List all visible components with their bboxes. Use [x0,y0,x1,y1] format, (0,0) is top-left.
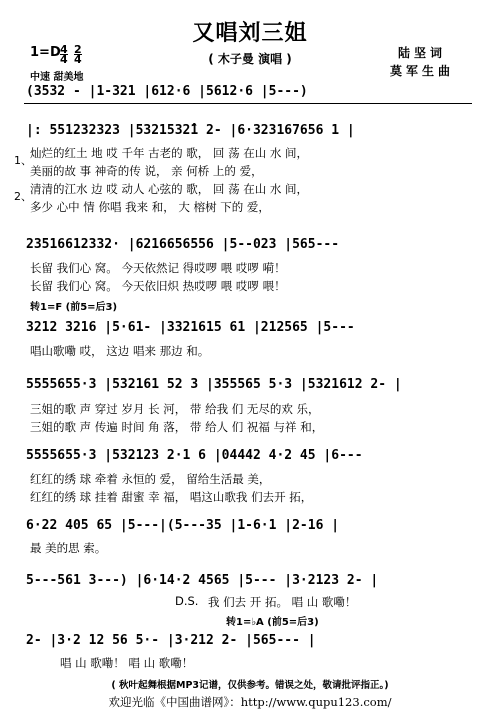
notation-line-9: 2- |3·2 12 56 5·- |3·212 2- |565--- | [26,633,316,648]
lyric-line: 长留 我们心 窝。 今天依旧炽 热哎啰 喂 哎啰 喂！ [30,279,286,293]
website-link[interactable]: 欢迎光临《中国曲谱网》：http://www.qupu123.com/ [108,695,392,709]
notation-line-8: 5---561 3---) |6·14·2 4565 |5--- |3·2123 2- | [26,573,379,588]
divider [24,103,472,104]
lyric-line: 清清的江水 边 哎 动人 心弦的 歌， 回 荡 在山 水 间， [30,182,309,196]
notation-line-7: 6·22 405 65 |5---|(5---35 |1-6·1 |2-16 | [26,518,340,533]
notation-line-5: 5555655·3 |532161 52 3 |355565 5·3 |5321612 2- | [26,377,402,392]
lyric-line: 灿烂的红土 地 哎 千年 古老的 歌， 回 荡 在山 水 间， [30,146,309,160]
lyric-line: 三姐的歌 声 传遍 时间 角 落， 带 给人 们 祝福 与祥 和， [30,420,324,434]
notation-line-1: (3532 - |1-321 |612·6 |5612·6 |5---) [26,84,308,99]
verse-label-2: 2、 [14,190,32,203]
lyric-line: 最 美的思 索。 [30,541,107,555]
lyric-line: 红红的绣 球 牵着 永恒的 爱， 留给生活最 美， [30,472,271,486]
notation-line-3: 23516612332· |6216656556 |5--023 |565--- [26,237,340,252]
notation-line-2: |: 551232323 |5321532̂1 2- |6·323167656 1 | [26,123,355,138]
lyric-line: 长留 我们心 窝。 今天依然记 得哎啰 喂 哎啰 嗬！ [30,261,286,275]
lyricist-credit: 陆坚词 [398,46,447,60]
notation-line-4: 3212 3216 |5·61- |3321615 61 |212565 |5--- [26,320,355,335]
verse-label-1: 1、 [14,154,32,167]
lyric-line: 多少 心中 情 你唱 我来 和， 大 榕树 下的 爱， [30,200,270,214]
time-signature-a: 4 4 [60,43,68,66]
lyric-line: 唱山歌嘞 哎， 这边 唱来 那边 和。 [30,344,210,358]
lyric-line: 唱 山 歌嘞！ 唱 山 歌嘞！ [60,656,194,670]
transcription-note: ( 秋叶起舞根据MP3记谱，仅供参考。错误之处，敬请批评指正。) [111,680,389,691]
lyric-line: 红红的绣 球 挂着 甜蜜 幸 福， 唱这山歌我 们去开 拓， [30,490,313,504]
time-signature-b: 2 4 [74,43,82,66]
ds-marking: D.S. [175,594,199,608]
modulation-marking: 转1=♭A (前5=后3) [226,617,319,628]
song-title: 又唱刘三姐 [192,21,308,46]
key-signature: 1=D [30,45,61,60]
lyric-line: 三姐的歌 声 穿过 岁月 长 河， 带 给我 们 无尽的欢 乐， [30,402,320,416]
notation-line-6: 5555655·3 |532123 2·1 6 |04442 4·2 45 |6--- [26,448,363,463]
lyric-line: 我 们去 开 拓。 唱 山 歌嘞！ [208,595,357,609]
composer-credit: 莫军生曲 [390,64,455,78]
lyric-line: 美丽的故 事 神奇的传 说， 亲 何桥 上的 爱， [30,164,263,178]
modulation-marking: 转1=F (前5=后3) [30,302,118,313]
performer-subtitle: ( 木子曼 演唱 ) [208,52,292,66]
tempo-marking: 中速 甜美地 [30,72,84,83]
